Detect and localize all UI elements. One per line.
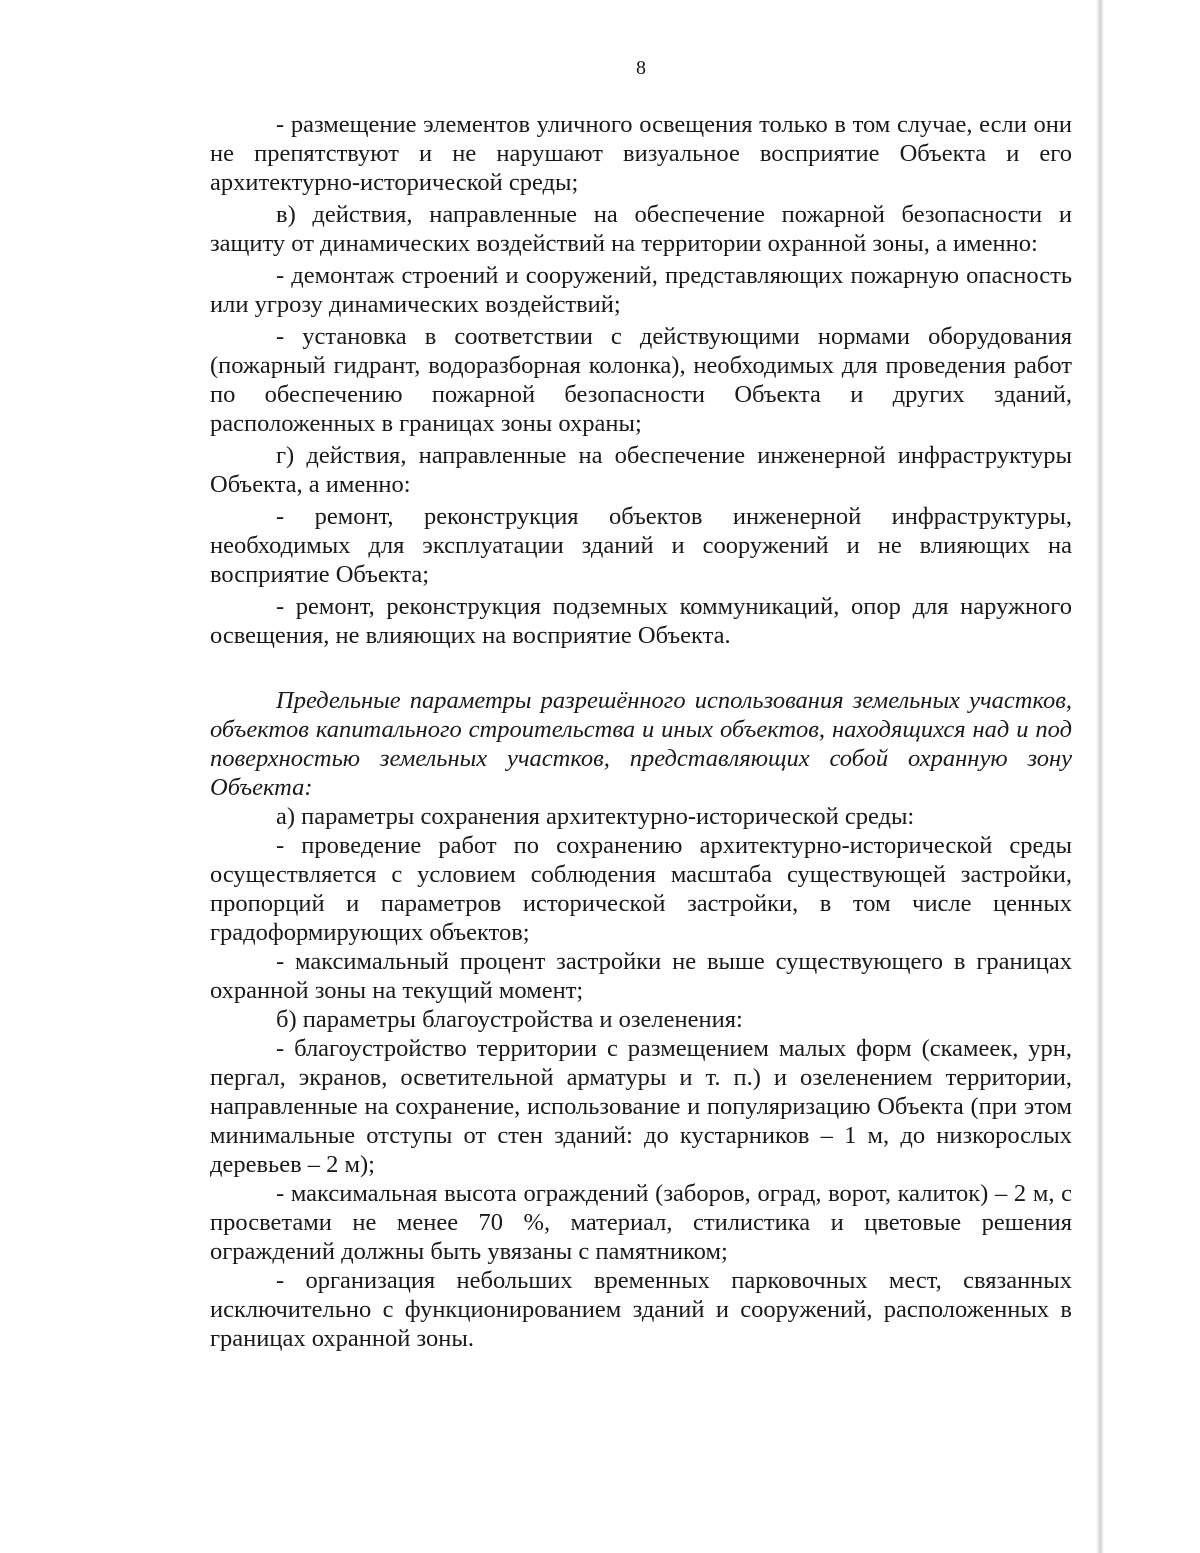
- document-body: [210, 110, 1072, 1353]
- paragraph-fence-height: - максимальная высота ограждений (заборов, оград, ворот, калиток) – 2 м, с просветами не менее 70 %, материал, стилистика и цветовые решения ограждений должны быть увязаны с памятником;: [210, 1180, 1072, 1265]
- paragraph-landscaping: - благоустройство территории с размещением малых форм (скамеек, урн, пергал, экранов, осветительной арматуры и т. п.) и озеленением территории, направленные на сохранение, использование и популяризацию Объекта (при этом минимальные отступы от стен зданий: до кустарников – 1 м, до низкорослых деревьев – 2 м);: [210, 1035, 1072, 1178]
- paragraph-preservation-heading: а) параметры сохранения архитектурно-исторической среды:: [276, 803, 915, 830]
- paragraph-lighting: - размещение элементов уличного освещения только в том случае, если они не препятствуют и не нарушают визуальное восприятие Объекта и его архитектурно-исторической среды;: [210, 111, 1072, 196]
- paragraph-fire-safety-heading: в) действия, направленные на обеспечение пожарной безопасности и защиту от динамических воздействий на территории охранной зоны, а именно:: [210, 201, 1072, 257]
- paragraph-max-build-percent: - максимальный процент застройки не выше существующего в границах охранной зоны на текущий момент;: [210, 948, 1072, 1004]
- section-heading-parameters: Предельные параметры разрешённого использования земельных участков, объектов капитального строительства и иных объектов, находящихся над и под поверхностью земельных участков, представляющих собой охранную зону Объекта:: [210, 687, 1072, 801]
- paragraph-infrastructure-repair: - ремонт, реконструкция объектов инженерной инфраструктуры, необходимых для эксплуатации зданий и сооружений и не влияющих на восприятие Объекта;: [210, 503, 1072, 588]
- paragraph-parking: - организация небольших временных парковочных мест, связанных исключительно с функционированием зданий и сооружений, расположенных в границах охранной зоны.: [210, 1267, 1072, 1352]
- paragraph-underground-repair: - ремонт, реконструкция подземных коммуникаций, опор для наружного освещения, не влияющих на восприятие Объекта.: [210, 593, 1072, 649]
- scan-edge-shadow: [1096, 0, 1104, 1553]
- paragraph-preservation-works: - проведение работ по сохранению архитектурно-исторической среды осуществляется с условием соблюдения масштаба существующей застройки, пропорций и параметров исторической застройки, в том числе ценных градоформирующих объектов;: [210, 832, 1072, 946]
- paragraph-engineering-heading: г) действия, направленные на обеспечение инженерной инфраструктуры Объекта, а именно:: [210, 442, 1072, 498]
- page-number: 8: [636, 57, 646, 79]
- paragraph-landscaping-heading: б) параметры благоустройства и озеленения:: [276, 1006, 743, 1033]
- paragraph-demolition: - демонтаж строений и сооружений, представляющих пожарную опасность или угрозу динамических воздействий;: [210, 262, 1072, 318]
- paragraph-equipment-installation: - установка в соответствии с действующими нормами оборудования (пожарный гидрант, водоразборная колонка), необходимых для проведения работ по обеспечению пожарной безопасности Объекта и других зданий, расположенных в границах зоны охраны;: [210, 323, 1072, 437]
